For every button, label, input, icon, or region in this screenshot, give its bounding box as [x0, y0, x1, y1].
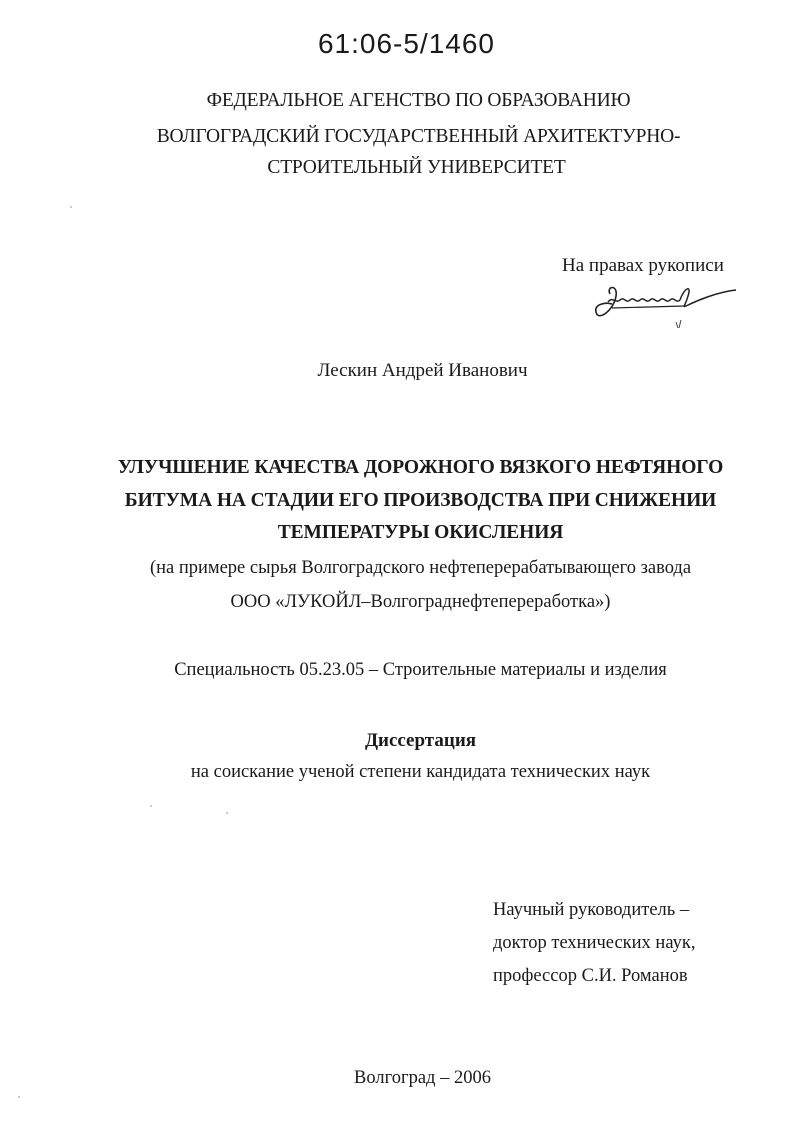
- advisor-line-1: Научный руководитель –: [493, 900, 690, 920]
- dissertation-title-line-1: УЛУЧШЕНИЕ КАЧЕСТВА ДОРОЖНОГО ВЯЗКОГО НЕФТЯНОГО: [117, 457, 724, 478]
- scan-speck: [18, 1096, 20, 1098]
- dissertation-purpose: на соискание ученой степени кандидата технических наук: [190, 762, 651, 782]
- specialty-line: Специальность 05.23.05 – Строительные материалы и изделия: [174, 660, 667, 680]
- manuscript-rights-note: На правах рукописи: [562, 255, 724, 276]
- city-year: Волгоград – 2006: [354, 1068, 491, 1088]
- scan-speck: [150, 805, 152, 807]
- author-signature: [588, 282, 738, 337]
- advisor-line-3: профессор С.И. Романов: [493, 966, 688, 986]
- author-name: Лескин Андрей Иванович: [317, 360, 528, 381]
- dissertation-label: Диссертация: [364, 730, 477, 751]
- subtitle-line-1: (на примере сырья Волгоградского нефтеперерабатывающего завода: [149, 558, 692, 578]
- organization-line-3: СТРОИТЕЛЬНЫЙ УНИВЕРСИТЕТ: [267, 157, 566, 178]
- subtitle-line-2: ООО «ЛУКОЙЛ–Волгограднефтепереработка»): [230, 592, 611, 612]
- dissertation-title-line-3: ТЕМПЕРАТУРЫ ОКИСЛЕНИЯ: [277, 522, 564, 543]
- advisor-line-2: доктор технических наук,: [493, 933, 696, 953]
- catalog-code: 61:06-5/1460: [317, 28, 496, 59]
- scan-speck: [226, 812, 228, 814]
- dissertation-title-line-2: БИТУМА НА СТАДИИ ЕГО ПРОИЗВОДСТВА ПРИ СНИЖЕНИИ: [124, 490, 717, 511]
- scan-speck: [70, 206, 72, 208]
- organization-line-1: ФЕДЕРАЛЬНОЕ АГЕНСТВО ПО ОБРАЗОВАНИЮ: [206, 90, 631, 111]
- organization-line-2: ВОЛГОГРАДСКИЙ ГОСУДАРСТВЕННЫЙ АРХИТЕКТУРНО-: [156, 126, 681, 147]
